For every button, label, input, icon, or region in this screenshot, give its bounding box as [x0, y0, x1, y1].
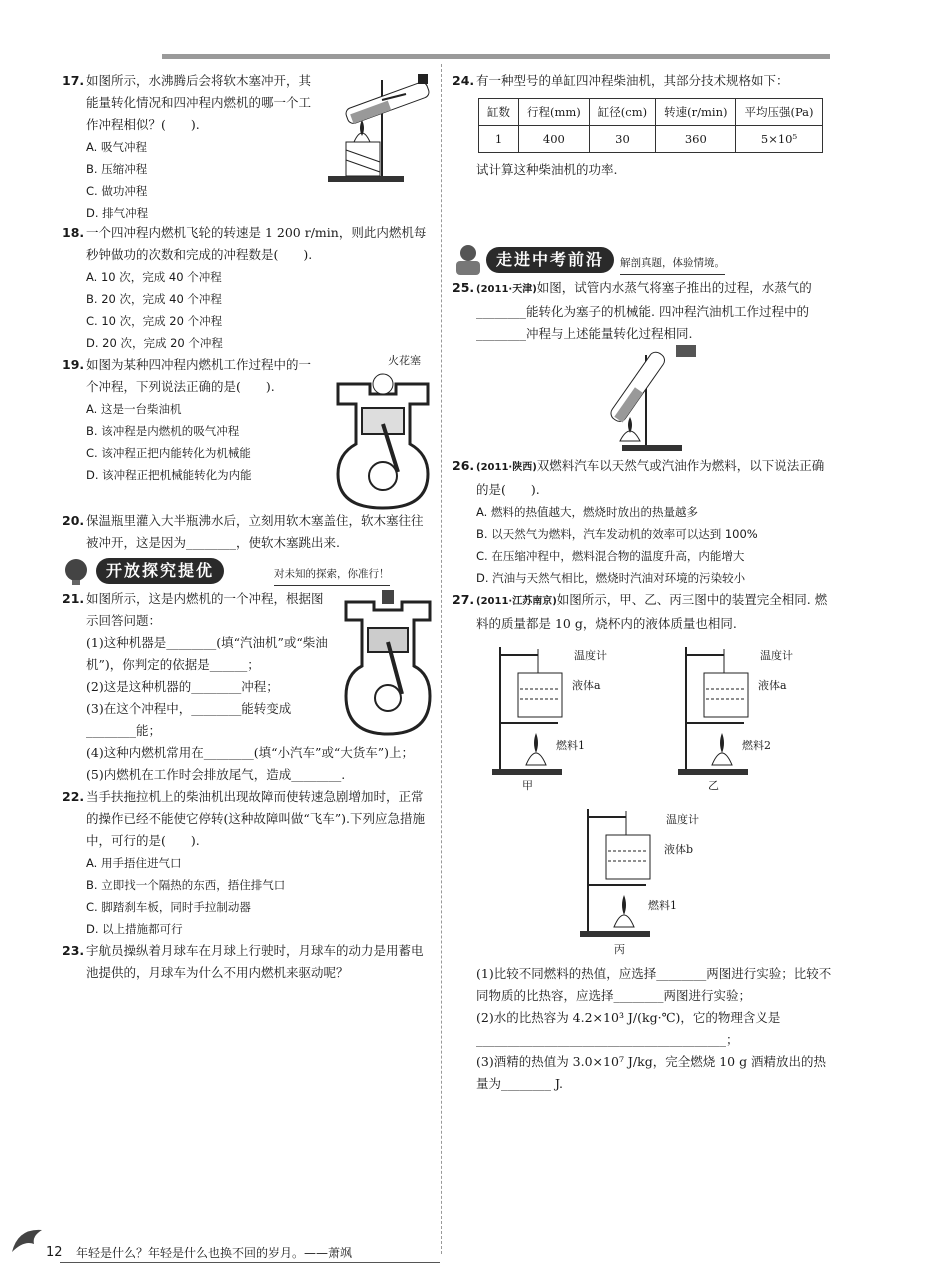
thermometer-label: 温度计 — [666, 813, 699, 826]
question-text: 宇航员操纵着月球车在月球上行驶时，月球车的动力是用蓄电池提供的，月球车为什么不用内燃机来驱动呢？ — [86, 943, 424, 980]
table-header-row — [479, 99, 823, 126]
banner-title: 开放探究提优 — [96, 558, 224, 584]
question-27: 27. (2011·江苏南京)如图所示，甲、乙、丙三图中的装置完全相同. 燃料的质量都是 10 g，烧杯内的液体质量也相同. 温度计 液体a 燃料1 甲 温度计 液体a 燃料2 乙 温度计 液体b 燃料1 丙 (1)比较不同燃料的热值，应选择________两图进行实验；比较不同物质的比热容，应选择________两图进行实验； (2)水的比热容为 4.2×10³ J/(kg·℃)，它的物理含义是________________________________________； (3)酒精的热值为 3.0×10⁷ J/kg，完全燃烧 10 g 酒精放出的热量为________ J. — [452, 589, 832, 1095]
table-header: 缸数 — [479, 99, 519, 126]
option: B. 立即找一个隔热的东西，捂住排气口 — [86, 878, 286, 892]
liquid-label: 液体a — [572, 679, 601, 692]
option: D. 排气冲程 — [86, 206, 149, 220]
option: A. 10 次，完成 40 个冲程 — [86, 270, 222, 284]
source-tag: (2011·陕西) — [476, 462, 537, 473]
student-reading-icon — [452, 243, 484, 277]
spec-table — [478, 98, 823, 153]
section-banner-open-inquiry — [62, 554, 434, 588]
question-22: 22. 当手扶拖拉机上的柴油机出现故障而使转速急剧增加时，正常的操作已经不能使它停转(这种故障叫做“飞车”).下列应急措施中，可行的是( ). A. 用手捂住进气口 B. 立即找一个隔热的东西，捂住排气口 C. 脚踏刹车板，同时手拉制动器 D. 以上措施都可行 — [62, 786, 434, 940]
option: C. 10 次，完成 20 个冲程 — [86, 314, 223, 328]
test-tube-figure — [324, 72, 434, 184]
sub-question: (1)这种机器是________(填“汽油机”或“柴油机”)，你判定的依据是______； — [86, 635, 328, 672]
engine-cylinder-figure — [332, 364, 434, 510]
option: A. 用手捂住进气口 — [86, 856, 182, 870]
apparatus-bing — [580, 807, 710, 957]
option: A. 燃料的热值越大，燃烧时放出的热量越多 — [476, 505, 698, 519]
question-text: 有一种型号的单缸四冲程柴油机，其部分技术规格如下： — [476, 73, 789, 88]
question-text: 如图为某种四冲程内燃机工作过程中的一个冲程，下列说法正确的是( ). — [86, 357, 312, 394]
option: C. 做功冲程 — [86, 184, 148, 198]
option: A. 这是一台柴油机 — [86, 402, 182, 416]
question-text: 保温瓶里灌入大半瓶沸水后，立刻用软木塞盖住，软木塞往往被冲开，这是因为________，使软木塞跳出来. — [86, 513, 424, 550]
source-tag: (2011·天津) — [476, 284, 537, 295]
option: C. 该冲程正把内能转化为机械能 — [86, 446, 251, 460]
table-cell: 5×10⁵ — [736, 126, 822, 153]
option: D. 汽油与天然气相比，燃烧时汽油对环境的污染较小 — [476, 571, 746, 585]
sub-question: (2)这是这种机器的________冲程； — [86, 679, 279, 694]
table-header: 行程(mm) — [519, 99, 590, 126]
bulb-icon — [62, 556, 94, 586]
page-number: 12 — [46, 1245, 63, 1260]
question-followup: 试计算这种柴油机的功率. — [476, 162, 618, 177]
option: D. 20 次，完成 20 个冲程 — [86, 336, 223, 350]
question-text: 如图所示，这是内燃机的一个冲程，根据图示回答问题： — [86, 591, 324, 628]
table-cell: 400 — [519, 126, 590, 153]
fuel-label: 燃料1 — [556, 739, 585, 752]
sub-question: (3)酒精的热值为 3.0×10⁷ J/kg，完全燃烧 10 g 酒精放出的热量为________ J. — [476, 1054, 827, 1091]
banner-title: 走进中考前沿 — [486, 247, 614, 273]
figure-caption: 乙 — [708, 779, 719, 792]
sub-question: (2)水的比热容为 4.2×10³ J/(kg·℃)，它的物理含义是________________________________________； — [476, 1010, 781, 1047]
fuel-label: 燃料2 — [742, 739, 771, 752]
diesel-engine-figure — [342, 588, 434, 738]
question-text: 双燃料汽车以天然气或汽油作为燃料，以下说法正确的是( ). — [476, 458, 825, 497]
top-rule — [162, 54, 830, 59]
footer-quote: 年轻是什么？年轻是什么也换不回的岁月。——萧飒 — [76, 1246, 353, 1260]
apparatus-drawing — [580, 807, 660, 939]
liquid-label: 液体b — [664, 843, 694, 856]
table-header: 转速(r/min) — [656, 99, 736, 126]
figure-caption: 甲 — [522, 779, 533, 792]
liquid-label: 液体a — [758, 679, 787, 692]
left-column — [62, 70, 434, 984]
fuel-label: 燃料1 — [648, 899, 677, 912]
table-cell: 30 — [589, 126, 655, 153]
option: A. 吸气冲程 — [86, 140, 147, 154]
figure-caption: 丙 — [614, 943, 625, 956]
page-footer — [0, 1222, 950, 1272]
option: C. 在压缩冲程中，燃料混合物的温度升高，内能增大 — [476, 549, 745, 563]
right-column — [452, 70, 832, 1095]
question-23: 23. 宇航员操纵着月球车在月球上行驶时，月球车的动力是用蓄电池提供的，月球车为什么不用内燃机来驱动呢？ — [62, 940, 434, 984]
question-19: 19. 如图为某种四冲程内燃机工作过程中的一个冲程，下列说法正确的是( ). A. 这是一台柴油机 B. 该冲程是内燃机的吸气冲程 C. 该冲程正把内能转化为机械能 D. 该冲程正把机械能转化为内能 火花塞 — [62, 354, 434, 510]
option: D. 该冲程正把机械能转化为内能 — [86, 468, 252, 482]
apparatus-jia — [492, 645, 622, 795]
source-tag: (2011·江苏南京) — [476, 596, 557, 607]
thermometer-label: 温度计 — [760, 649, 793, 662]
footer-rule — [60, 1262, 440, 1263]
experiment-figures — [452, 635, 832, 963]
question-20: 20. 保温瓶里灌入大半瓶沸水后，立刻用软木塞盖住，软木塞往往被冲开，这是因为________，使软木塞跳出来. — [62, 510, 434, 554]
apparatus-yi — [678, 645, 808, 795]
option: B. 20 次，完成 40 个冲程 — [86, 292, 222, 306]
steam-tube-figure — [592, 345, 702, 453]
option: D. 以上措施都可行 — [86, 922, 183, 936]
sub-question: (3)在这个冲程中，________能转变成________能； — [86, 701, 292, 738]
question-24: 24. 有一种型号的单缸四冲程柴油机，其部分技术规格如下： 缸数 行程(mm) 缸径(cm) 转速(r/min) 平均压强(Pa) 1 400 30 360 5×10⁵ 试计算这种柴油机的功率. — [452, 70, 832, 181]
option: B. 该冲程是内燃机的吸气冲程 — [86, 424, 240, 438]
apparatus-drawing — [678, 645, 758, 777]
option: B. 压缩冲程 — [86, 162, 148, 176]
question-25: 25. (2011·天津)如图，试管内水蒸气将塞子推出的过程，水蒸气的________能转化为塞子的机械能. 四冲程汽油机工作过程中的________冲程与上述能量转化过程相同. — [452, 277, 832, 455]
question-text: 如图所示，水沸腾后会将软木塞冲开，其能量转化情况和四冲程内燃机的哪一个工作冲程相似？( ). — [86, 73, 312, 132]
table-cell: 360 — [656, 126, 736, 153]
question-21: 21. 如图所示，这是内燃机的一个冲程，根据图示回答问题： (1)这种机器是________(填“汽油机”或“柴油机”)，你判定的依据是______； (2)这是这种机器的________冲程； (3)在这个冲程中，________能转变成________能； (4)这种内燃机常用在________(填“小汽车”或“大货车”)上； (5)内燃机在工作时会排放尾气，造成________. — [62, 588, 434, 786]
option: C. 脚踏刹车板，同时手拉制动器 — [86, 900, 251, 914]
apparatus-drawing — [492, 645, 572, 777]
table-header: 缸径(cm) — [589, 99, 655, 126]
table-header: 平均压强(Pa) — [736, 99, 822, 126]
question-text: 如图所示，甲、乙、丙三图中的装置完全相同. 燃料的质量都是 10 g，烧杯内的液体质量也相同. — [476, 592, 828, 631]
question-18: 18. 一个四冲程内燃机飞轮的转速是 1 200 r/min，则此内燃机每秒钟做功的次数和完成的冲程数是( ). A. 10 次，完成 40 个冲程 B. 20 次，完成 40 个冲程 C. 10 次，完成 20 个冲程 D. 20 次，完成 20 个冲程 — [62, 222, 434, 354]
banner-subtitle: 对未知的探索，你准行！ — [274, 563, 390, 586]
question-text: 当手扶拖拉机上的柴油机出现故障而使转速急剧增加时，正常的操作已经不能使它停转(这种故障叫做“飞车”).下列应急措施中，可行的是( ). — [86, 789, 426, 848]
question-17: 17. 如图所示，水沸腾后会将软木塞冲开，其能量转化情况和四冲程内燃机的哪一个工作冲程相似？( ). A. 吸气冲程 B. 压缩冲程 C. 做功冲程 D. 排气冲程 — [62, 70, 434, 222]
column-divider — [441, 64, 442, 1254]
option: B. 以天然气为燃料，汽车发动机的效率可以达到 100% — [476, 527, 758, 541]
dolphin-icon — [8, 1222, 48, 1262]
sub-question: (4)这种内燃机常用在________(填“小汽车”或“大货车”)上； — [86, 745, 415, 760]
spark-plug-label: 火花塞 — [388, 354, 421, 367]
question-text: 如图，试管内水蒸气将塞子推出的过程，水蒸气的________能转化为塞子的机械能. 四冲程汽油机工作过程中的________冲程与上述能量转化过程相同. — [476, 280, 812, 341]
section-banner-exam-frontier — [452, 243, 832, 277]
sub-question: (5)内燃机在工作时会排放尾气，造成________. — [86, 767, 346, 782]
question-text: 一个四冲程内燃机飞轮的转速是 1 200 r/min，则此内燃机每秒钟做功的次数和完成的冲程数是( ). — [86, 225, 427, 262]
table-cell: 1 — [479, 126, 519, 153]
thermometer-label: 温度计 — [574, 649, 607, 662]
sub-question: (1)比较不同燃料的热值，应选择________两图进行实验；比较不同物质的比热容，应选择________两图进行实验； — [476, 966, 832, 1003]
banner-subtitle: 解剖真题，体验情境。 — [620, 252, 725, 275]
table-row — [479, 126, 823, 153]
question-26: 26. (2011·陕西)双燃料汽车以天然气或汽油作为燃料，以下说法正确的是( ). A. 燃料的热值越大，燃烧时放出的热量越多 B. 以天然气为燃料，汽车发动机的效率可以达到 100% C. 在压缩冲程中，燃料混合物的温度升高，内能增大 D. 汽油与天然气相比，燃烧时汽油对环境的污染较小 — [452, 455, 832, 589]
